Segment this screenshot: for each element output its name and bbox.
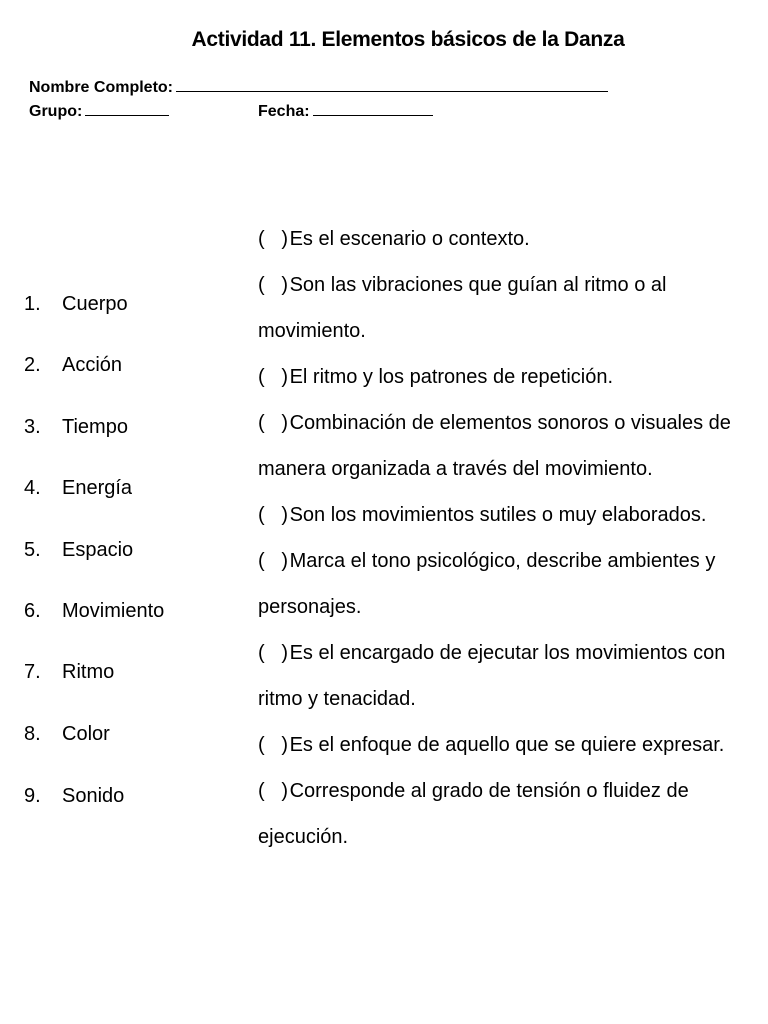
term-number: 6. — [24, 600, 41, 622]
term-item — [24, 477, 132, 500]
term-item — [24, 661, 114, 684]
answer-blank[interactable]: ( ) — [258, 228, 288, 250]
term-number: 1. — [24, 293, 41, 315]
definitions-list — [258, 216, 758, 860]
term-label: Sonido — [62, 785, 125, 807]
definition-item — [258, 768, 758, 860]
definition-text: El ritmo y los patrones de repetición. — [289, 366, 614, 388]
answer-blank[interactable]: ( ) — [258, 642, 288, 664]
term-number: 5. — [24, 539, 41, 561]
definition-item — [258, 630, 758, 722]
term-label: Ritmo — [62, 661, 115, 683]
answer-blank[interactable]: ( ) — [258, 504, 288, 526]
answer-blank[interactable]: ( ) — [258, 412, 288, 434]
term-item — [24, 293, 128, 316]
term-label: Movimiento — [62, 600, 165, 622]
term-number: 4. — [24, 477, 41, 499]
term-item — [24, 416, 128, 439]
definition-text: Combinación de elementos sonoros o visuales de manera organizada a través del movimiento. — [258, 412, 731, 480]
term-item — [24, 723, 110, 746]
term-item — [24, 354, 122, 377]
answer-blank[interactable]: ( ) — [258, 274, 288, 296]
definition-item — [258, 538, 758, 630]
answer-blank[interactable]: ( ) — [258, 550, 288, 572]
answer-blank[interactable]: ( ) — [258, 734, 288, 756]
name-blank[interactable] — [176, 76, 608, 92]
definition-text: Marca el tono psicológico, describe ambientes y personajes. — [258, 550, 716, 618]
definition-item — [258, 492, 758, 538]
term-number: 2. — [24, 354, 41, 376]
answer-blank[interactable]: ( ) — [258, 366, 288, 388]
group-label: Grupo: — [29, 103, 83, 120]
definition-text: Es el encargado de ejecutar los movimientos con ritmo y tenacidad. — [258, 642, 726, 710]
page-title: Actividad 11. Elementos básicos de la Danza — [191, 28, 625, 51]
term-number: 7. — [24, 661, 41, 683]
definition-text: Es el enfoque de aquello que se quiere expresar. — [289, 734, 725, 756]
name-label: Nombre Completo: — [29, 79, 173, 96]
definition-text: Es el escenario o contexto. — [289, 228, 530, 250]
definition-text: Son las vibraciones que guían al ritmo o al movimiento. — [258, 274, 667, 342]
term-label: Energía — [62, 477, 133, 499]
term-item — [24, 785, 124, 808]
term-label: Cuerpo — [62, 293, 128, 315]
answer-blank[interactable]: ( ) — [258, 780, 288, 802]
term-number: 3. — [24, 416, 41, 438]
definition-text: Son los movimientos sutiles o muy elaborados. — [289, 504, 707, 526]
definition-item — [258, 216, 758, 262]
group-blank[interactable] — [85, 100, 169, 116]
definition-item — [258, 354, 758, 400]
definition-item — [258, 262, 758, 354]
date-blank[interactable] — [313, 100, 433, 116]
date-line — [258, 100, 433, 121]
definition-item — [258, 400, 758, 492]
term-label: Color — [62, 723, 110, 745]
definition-text: Corresponde al grado de tensión o fluidez de ejecución. — [258, 780, 689, 848]
term-number: 8. — [24, 723, 41, 745]
group-line — [29, 100, 169, 121]
term-label: Espacio — [62, 539, 134, 561]
term-label: Acción — [62, 354, 123, 376]
term-label: Tiempo — [62, 416, 128, 438]
date-label: Fecha: — [258, 103, 310, 120]
definition-item — [258, 722, 758, 768]
term-item — [24, 600, 164, 623]
term-item — [24, 539, 133, 562]
term-number: 9. — [24, 785, 41, 807]
name-line — [29, 76, 608, 97]
